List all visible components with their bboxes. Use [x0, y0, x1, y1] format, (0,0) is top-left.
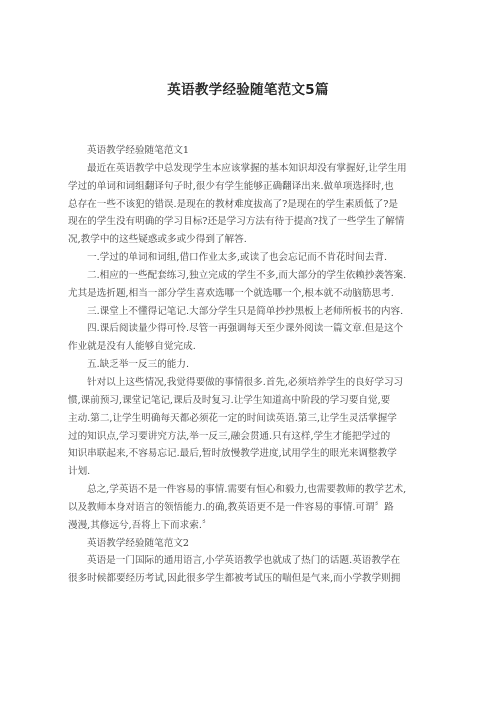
- text-line: 最近在英语教学中总发现学生本应该掌握的基本知识却没有掌握好,让学生用: [87, 162, 407, 174]
- text-line: 四.课后阅读量少得可怜.尽管一再强调每天至少课外阅读一篇文章.但是这个: [87, 323, 404, 335]
- text-line: 英语教学经验随笔范文1: [87, 145, 190, 156]
- text-line: 五.缺乏举一反三的能力.: [87, 359, 190, 371]
- text-line: 尤其是选折题,相当一部分学生喜欢选哪一个就选哪一个,根本就不动脑筋思考.: [68, 287, 394, 299]
- text-line: 以及教师本身对语言的领悟能力.的确,教英语更不是一件容易的事情.可谓〞路: [68, 501, 394, 513]
- text-line: 主动.第二,让学生明确每天都必须花一定的时间读英语.第三,让学生灵活掌握学: [68, 412, 397, 424]
- text-line: 英语是一门国际的通用语言,小学英语教学也就成了热门的话题.英语教学在: [87, 555, 401, 567]
- text-line: 过的知识点,学习要讲究方法,举一反三,融会贯通.只有这样,学生才能把学过的: [68, 430, 391, 442]
- text-line: 针对以上这些情况,我觉得要做的事情很多.首先,必须培养学生的良好学习习: [87, 376, 404, 388]
- text-line: 漫漫,其修远兮,吾将上下而求索.〞: [68, 519, 212, 531]
- text-line: 计划.: [68, 466, 91, 478]
- text-line: 二.相应的一些配套练习,独立完成的学生不多,而大部分的学生依赖抄袭答案.: [87, 269, 407, 281]
- text-line: 况,教学中的这些疑惑或多或少得到了解答.: [68, 234, 247, 246]
- text-line: 作业就是没有人能够自觉完成.: [68, 341, 196, 353]
- text-line: 一.学过的单词和词组,借口作业太多,或读了也会忘记而不肯花时间去背.: [87, 252, 388, 264]
- document-title: 英语教学经验随笔范文5篇: [167, 82, 329, 98]
- text-line: 学过的单词和词组翻译句子时,很少有学生能够正确翻译出来.做单项选择时,也: [68, 180, 394, 192]
- text-line: 现在的学生没有明确的学习目标?还是学习方法有待于提高?找了一些学生了解情: [68, 216, 405, 228]
- text-line: 英语教学经验随笔范文2: [87, 537, 190, 549]
- text-line: 惯,课前预习,课堂记笔记,课后及时复习.让学生知道高中阶段的学习要自觉,要: [68, 394, 391, 406]
- text-line: 总之,学英语不是一件容易的事情.需要有恒心和毅力,也需要教师的教学艺术,: [87, 484, 407, 496]
- text-line: 总存在一些不该犯的错误.是现在的教材难度拔高了?是现在的学生素质低了?是: [68, 198, 398, 210]
- text-line: 很多时候都要经历考试,因此很多学生都被考试压的喘但是气来,而小学教学则拥: [68, 573, 401, 585]
- text-line: 知识串联起来,不容易忘记.最后,暂时放慢教学进度,试用学生的眼光来调整教学: [68, 448, 397, 460]
- text-line: 三.课堂上不懂得记笔记.大部分学生只是简单抄抄黑板上老师所板书的内容.: [87, 305, 404, 317]
- document-body: [68, 142, 432, 588]
